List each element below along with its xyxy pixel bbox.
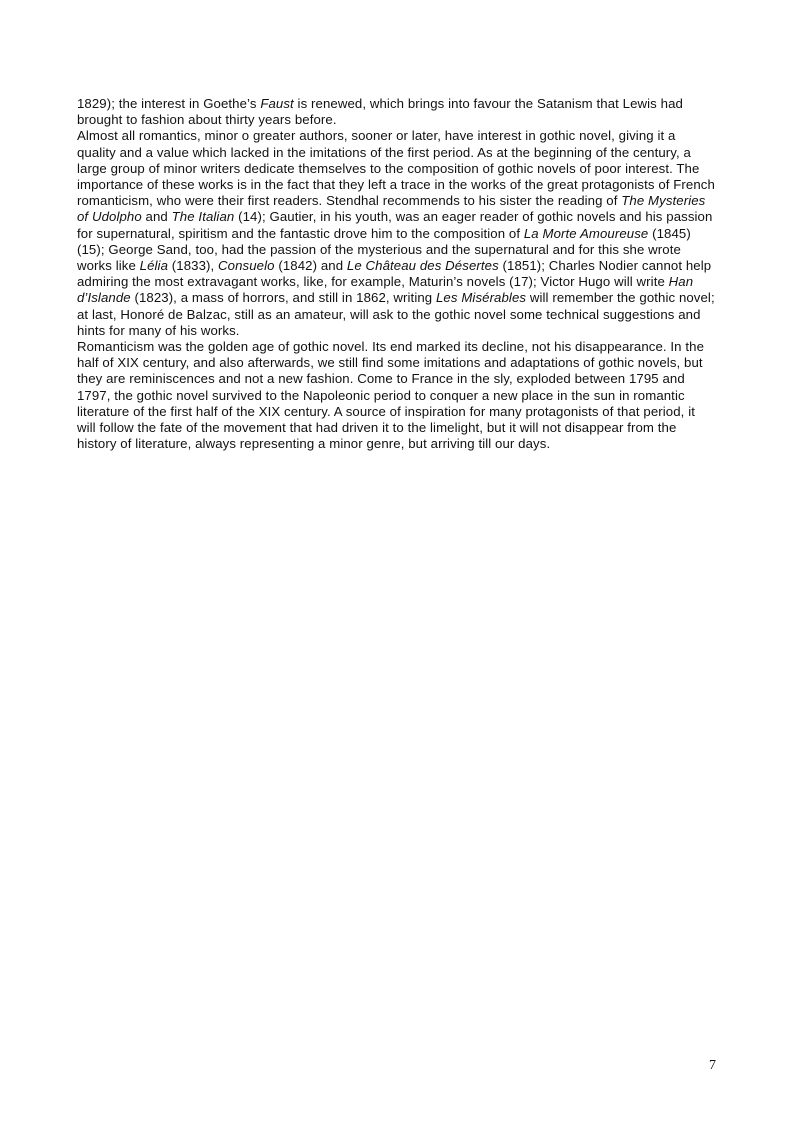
text-run: (14); Gautier, in his youth, was an eager reader of gothic novels and his passion for supernatural, spiritism and the fantastic drove him to the composition of bbox=[77, 209, 713, 241]
text-run: (1823), a mass of horrors, and still in 1862, writing bbox=[130, 290, 436, 306]
italic-title: Faust bbox=[260, 96, 294, 111]
italic-title: Consuelo bbox=[218, 258, 275, 274]
text-run: 1829); the interest in Goethe’s bbox=[77, 96, 261, 111]
italic-title: The Mysteries of Udolpho bbox=[77, 193, 706, 225]
paragraph bbox=[77, 339, 715, 452]
text-run: Romanticism was the golden age of gothic novel. Its end marked its decline, not his disappearance. In the half of XIX century, and also afterwards, we still find some imitations and adaptations of gothic novels, but they are reminiscences and not a new fashion. Come to France in the sly, exploded between 1795 and 1797, the gothic novel survived to the Napoleonic period to conquer a new place in the sun in romantic literature of the first half of the XIX century. A source of inspiration for many protagonists of that period, it will follow the fate of the movement that had driven it to the limelight, but it will not disappear from the history of literature, always representing a minor genre, but arriving till our days. bbox=[77, 339, 705, 452]
text-run: is renewed, which brings into favour the Satanism that Lewis had brought to fashion about thirty years before. bbox=[77, 96, 683, 128]
paragraph bbox=[77, 128, 715, 339]
text-run: and bbox=[141, 209, 172, 225]
italic-title: The Italian bbox=[171, 209, 235, 225]
italic-title: Les Misérables bbox=[436, 290, 527, 306]
text-run: (1842) and bbox=[274, 258, 347, 274]
paragraph bbox=[77, 96, 715, 128]
italic-title: Lélia bbox=[139, 258, 169, 274]
italic-title: Le Château des Désertes bbox=[346, 258, 499, 274]
body-text bbox=[77, 96, 715, 452]
text-run: Almost all romantics, minor o greater authors, sooner or later, have interest in gothic novel, giving it a quality and a value which lacked in the imitations of the first period. As at the beginning of the century, a large group of minor writers dedicate themselves to the composition of gothic novels of poor interest. The importance of these works is in the fact that they left a trace in the works of the great protagonists of French romanticism, who were their first readers. Stendhal recommends to his sister the reading of bbox=[77, 128, 715, 209]
italic-title: Han d’Islande bbox=[77, 274, 694, 306]
text-run: (1845) (15); George Sand, too, had the passion of the mysterious and the supernatural and for this she wrote works like bbox=[77, 225, 691, 274]
text-run: (1833), bbox=[168, 258, 219, 274]
page-number: 7 bbox=[709, 1058, 716, 1073]
italic-title: La Morte Amoureuse bbox=[523, 225, 649, 241]
text-run: will remember the gothic novel; at last, Honoré de Balzac, still as an amateur, will ask to the gothic novel some technical suggestions and hints for many of his works. bbox=[77, 290, 715, 338]
text-run: (1851); Charles Nodier cannot help admiring the most extravagant works, like, for example, Maturin’s novels (17); Victor Hugo will write bbox=[77, 258, 712, 290]
